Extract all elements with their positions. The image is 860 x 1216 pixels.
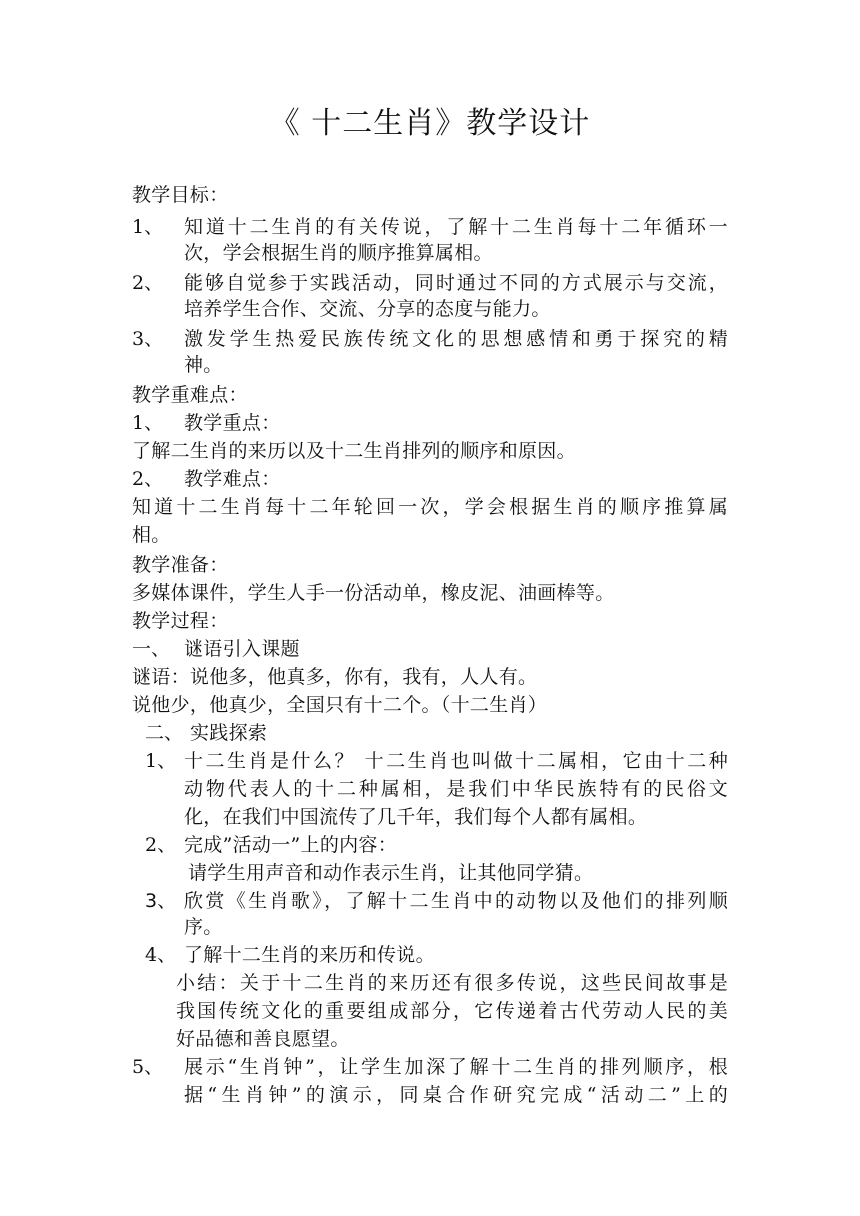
key-points-heading: 教学重难点： (132, 384, 248, 406)
goal-3-line-2: 神。 (184, 354, 223, 376)
step-3-line-1: 欣赏《生肖歌》，了解十二生肖中的动物以及他们的排列顺 (184, 890, 728, 912)
key-point-1-text: 了解二生肖的来历以及十二生肖排列的顺序和原因。 (132, 440, 576, 462)
step-5-number: 5、 (132, 1056, 164, 1078)
step-3-line-2: 序。 (184, 916, 223, 938)
goal-1-line-2: 次，学会根据生肖的顺序推算属相。 (184, 242, 493, 264)
section-2-title: 实践探索 (190, 722, 268, 744)
key-point-2-line-1: 知道十二生肖每十二年轮回一次，学会根据生肖的顺序推算属 (132, 496, 728, 518)
goal-3-line-1: 激发学生热爱民族传统文化的思想感情和勇于探究的精 (184, 328, 728, 350)
goal-1-line-1: 知道十二生肖的有关传说，了解十二生肖每十二年循环一 (184, 216, 728, 238)
document-title: 《 十二生肖》教学设计 (269, 106, 591, 141)
step-2-number: 2、 (145, 834, 177, 856)
step-4-number: 4、 (145, 944, 177, 966)
goal-2-line-1: 能够自觉参于实践活动，同时通过不同的方式展示与交流， (184, 272, 728, 294)
step-3-number: 3、 (145, 890, 177, 912)
goals-heading: 教学目标： (132, 184, 229, 206)
step-4-summary-line-1: 小结：关于十二生肖的来历还有很多传说，这些民间故事是 (176, 972, 728, 994)
section-2-number: 二、 (145, 722, 184, 744)
step-4-summary-line-2: 我国传统文化的重要组成部分，它传递着古代劳动人民的美 (176, 1000, 728, 1022)
step-2-line-1: 完成”活动一”上的内容： (184, 834, 398, 856)
step-1-line-2: 动物代表人的十二种属相，是我们中华民族特有的民俗文 (184, 778, 728, 800)
step-4-summary-line-3: 好品德和善良愿望。 (176, 1028, 350, 1050)
process-heading: 教学过程： (132, 610, 229, 632)
step-5-line-1: 展示“生肖钟”，让学生加深了解十二生肖的排列顺序，根 (184, 1056, 728, 1078)
goal-2-number: 2、 (132, 272, 164, 294)
step-2-line-2: 请学生用声音和动作表示生肖，让其他同学猜。 (188, 862, 594, 884)
section-1-number: 一、 (132, 638, 171, 660)
step-5-line-2: 据“生肖钟”的演示，同桌合作研究完成“活动二”上的 (184, 1084, 728, 1106)
key-point-1-number: 1、 (132, 412, 164, 434)
goal-2-line-2: 培养学生合作、交流、分享的态度与能力。 (184, 298, 551, 320)
goal-1-number: 1、 (132, 216, 164, 238)
riddle-line-1: 谜语：说他多，他真多，你有，我有，人人有。 (132, 666, 538, 688)
prep-heading: 教学准备： (132, 554, 229, 576)
key-point-2-number: 2、 (132, 468, 164, 490)
prep-text: 多媒体课件，学生人手一份活动单，橡皮泥、油画棒等。 (132, 582, 615, 604)
goal-3-number: 3、 (132, 328, 164, 350)
step-1-number: 1、 (145, 750, 177, 772)
step-1-line-1: 十二生肖是什么？ 十二生肖也叫做十二属相，它由十二种 (184, 750, 728, 772)
step-1-line-3: 化，在我们中国流传了几千年，我们每个人都有属相。 (184, 806, 648, 828)
key-point-1-label: 教学重点： (184, 412, 281, 434)
riddle-line-2: 说他少，他真少，全国只有十二个。（十二生肖） (132, 694, 548, 716)
key-point-2-label: 教学难点： (184, 468, 281, 490)
step-4-line-1: 了解十二生肖的来历和传说。 (184, 944, 435, 966)
key-point-2-line-2: 相。 (132, 524, 171, 546)
section-1-title: 谜语引入课题 (184, 638, 300, 660)
